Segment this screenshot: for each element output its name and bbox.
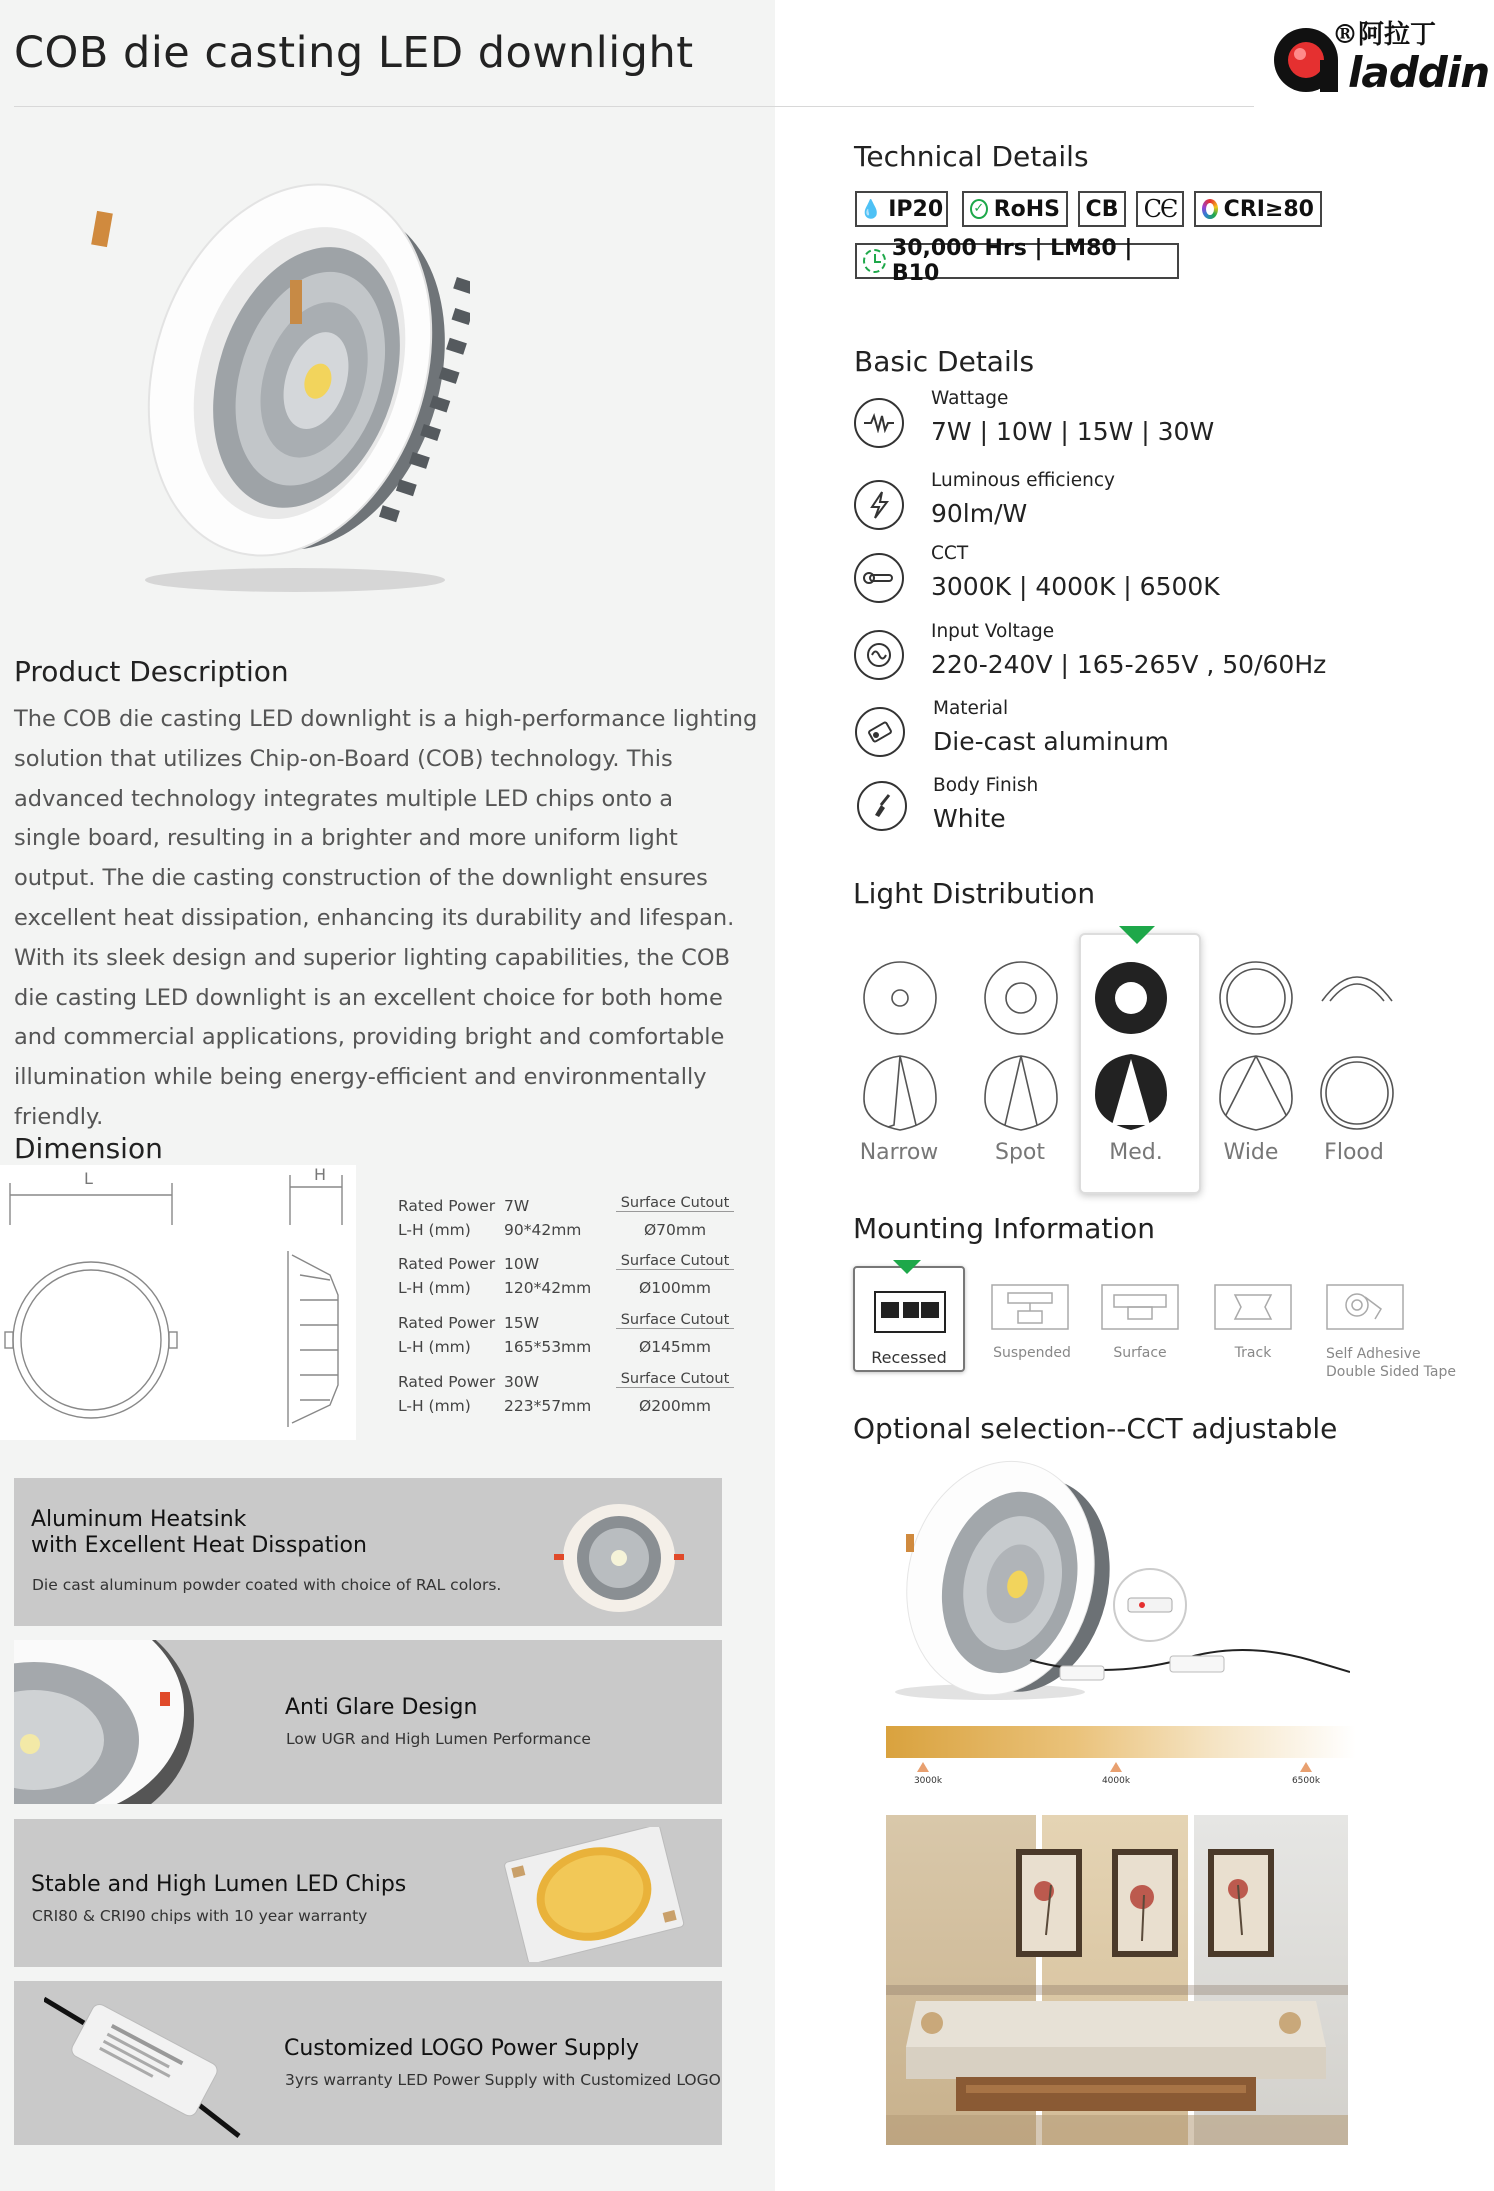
page-title: COB die casting LED downlight [14,28,694,78]
feature-title: Anti Glare Design [285,1695,478,1720]
table-row [398,1312,738,1372]
table-row [398,1371,738,1431]
mounting-label: Recessed [871,1348,947,1367]
technical-details-heading: Technical Details [854,140,1089,173]
lh-label: L-H (mm) [398,1397,471,1415]
description-line: excellent heat dissipation, enhancing its durability and lifespan. [14,904,735,931]
description-line: die casting LED downlight is an excellent choice for both home [14,984,723,1011]
ce-mark-icon: CЄ [1143,195,1177,223]
brand-logo [1272,14,1490,98]
rated-power-label: Rated Power [398,1373,496,1391]
rated-power-label: Rated Power [398,1197,496,1215]
rated-power-value: 7W [504,1197,530,1215]
feature-panel-anti-glare [14,1640,722,1804]
mounting-option-surface[interactable]: Surface [1113,1345,1167,1361]
lh-label: L-H (mm) [398,1338,471,1356]
anti-glare-image [14,1640,194,1804]
cb-label: CB [1085,196,1119,222]
surface-cutout-value: Ø200mm [639,1397,711,1415]
cri-badge [1194,191,1322,227]
surface-cutout-label: Surface Cutout [616,1312,734,1329]
rohs-badge [962,191,1068,227]
cb-badge [1078,191,1126,227]
feature-subtitle: Die cast aluminum powder coated with choice of RAL colors. [32,1576,502,1594]
product-description-heading: Product Description [14,655,289,688]
feature-panel-led-chips [14,1819,722,1967]
surface-cutout-value: Ø100mm [639,1279,711,1297]
table-row [398,1253,738,1313]
distribution-option-narrow[interactable]: Narrow [859,1140,939,1165]
cct-gradient-bar [886,1726,1356,1758]
dimension-table [398,1195,738,1435]
logo-wordmark: laddin [1348,48,1490,97]
rated-power-value: 15W [504,1314,540,1332]
feature-title: Stable and High Lumen LED Chips [31,1872,407,1897]
ce-badge [1136,191,1184,227]
basic-detail-label: Luminous efficiency [931,470,1115,491]
material-icon [855,707,905,757]
description-line: and commercial applications, providing bright and comfortable [14,1024,725,1051]
water-drop-icon: 💧 [859,198,883,220]
description-line: The COB die casting LED downlight is a high-performance lighting [14,706,758,732]
recessed-icon [873,1290,947,1334]
basic-details-heading: Basic Details [854,345,1035,378]
distribution-option-wide[interactable]: Wide [1223,1140,1279,1165]
mounting-option-adhesive-tape[interactable]: Self Adhesive Double Sided Tape [1326,1346,1456,1380]
description-line: illumination while being energy-efficient and environmentally friendly. [14,1064,707,1130]
feature-title: Customized LOGO Power Supply [284,2036,640,2061]
basic-detail-label: Material [933,698,1009,719]
surface-cutout-label: Surface Cutout [616,1371,734,1388]
table-row [398,1195,738,1255]
feature-title-line2: with Excellent Heat Disspation [31,1533,367,1558]
title-divider [14,106,1254,107]
rohs-label: RoHS [993,196,1060,222]
lh-value: 223*57mm [504,1397,592,1415]
feature-title: Aluminum Heatsink [31,1507,247,1532]
power-supply-image [44,1991,244,2141]
lifetime-badge [855,236,1179,286]
description-line: solution that utilizes Chip-on-Board (COB) technology. This [14,745,673,772]
mounting-option-recessed[interactable] [853,1266,965,1372]
voltage-icon [854,630,904,680]
suspended-icon[interactable] [990,1283,1070,1333]
thermometer-icon [854,553,904,603]
basic-detail-label: Body Finish [933,775,1039,796]
mounting-information-heading: Mounting Information [853,1212,1156,1245]
dimension-label-h: H [314,1165,327,1184]
lh-value: 90*42mm [504,1221,582,1239]
mounting-option-track[interactable]: Track [1234,1345,1272,1361]
surface-cutout-label: Surface Cutout [616,1253,734,1270]
brush-icon [857,781,907,831]
basic-detail-label: CCT [931,543,969,564]
description-line: output. The die casting construction of the downlight ensures [14,865,708,892]
cri-label: CRI≥80 [1223,196,1314,222]
clock-icon [863,249,886,273]
lh-value: 165*53mm [504,1338,592,1356]
heatsink-image [544,1496,704,1616]
basic-detail-value: 220-240V | 165-265V , 50/60Hz [931,650,1327,679]
lh-label: L-H (mm) [398,1221,471,1239]
rated-power-value: 30W [504,1373,540,1391]
surface-cutout-value: Ø70mm [643,1221,707,1239]
basic-detail-value: Die-cast aluminum [933,727,1169,756]
basic-detail-value: White [933,804,1006,833]
rated-power-label: Rated Power [398,1255,496,1273]
surface-cutout-label: Surface Cutout [616,1195,734,1212]
led-chip-image [494,1827,694,1962]
distribution-option-spot[interactable]: Spot [994,1140,1045,1165]
mounting-selected-arrow [893,1260,921,1274]
logo-chinese-text: ®阿拉丁 [1332,20,1437,50]
color-wheel-icon [1202,199,1218,219]
track-icon[interactable] [1213,1283,1293,1333]
downlight-product-image [90,140,470,600]
product-description-text [14,700,764,1138]
adhesive-tape-icon[interactable] [1325,1283,1405,1333]
distribution-option-flood[interactable]: Flood [1324,1140,1384,1165]
feature-subtitle: CRI80 & CRI90 chips with 10 year warranty [32,1907,368,1925]
feature-panel-heatsink [14,1478,722,1626]
rohs-check-icon: ✓ [970,199,988,219]
dimension-drawing [0,1165,356,1440]
lh-value: 120*42mm [504,1279,592,1297]
cct-room-scene-image [886,1815,1348,2145]
feature-subtitle: Low UGR and High Lumen Performance [286,1730,591,1748]
light-distribution-diagrams [860,955,1400,1245]
lh-label: L-H (mm) [398,1279,471,1297]
basic-detail-value: 7W | 10W | 15W | 30W [931,417,1215,446]
lightning-icon [854,480,904,530]
selected-indicator-arrow [1119,926,1155,944]
basic-detail-value: 90lm/W [931,499,1028,528]
distribution-option-med[interactable]: Med. [1109,1140,1163,1165]
rated-power-value: 10W [504,1255,540,1273]
mounting-option-suspended[interactable]: Suspended [993,1345,1071,1361]
basic-detail-label: Input Voltage [931,621,1055,642]
rated-power-label: Rated Power [398,1314,496,1332]
feature-panel-power-supply [14,1981,722,2145]
dimension-label-l: L [84,1169,93,1188]
cct-adjustable-product-image [880,1460,1350,1705]
description-line: With its sleek design and superior lighting capabilities, the COB [14,944,731,971]
ip20-label: IP20 [888,196,944,222]
surface-cutout-value: Ø145mm [639,1338,711,1356]
description-line: single board, resulting in a brighter and more uniform light [14,825,678,852]
optional-selection-heading: Optional selection--CCT adjustable [853,1412,1338,1445]
wattage-icon [854,398,904,448]
cct-tick-label: 3000k [913,1776,943,1786]
description-line: advanced technology integrates multiple LED chips onto a [14,785,674,812]
cct-tick-label: 4000k [1101,1776,1131,1786]
cct-tick-label: 6500k [1291,1776,1321,1786]
dimension-heading: Dimension [14,1132,163,1165]
ip20-badge [855,191,948,227]
light-distribution-heading: Light Distribution [853,877,1096,910]
basic-detail-value: 3000K | 4000K | 6500K [931,572,1220,601]
surface-icon[interactable] [1100,1283,1180,1333]
lifetime-label: 30,000 Hrs | LM80 | B10 [891,236,1133,286]
feature-subtitle: 3yrs warranty LED Power Supply with Customized LOGO [285,2071,721,2089]
basic-detail-label: Wattage [931,388,1009,409]
